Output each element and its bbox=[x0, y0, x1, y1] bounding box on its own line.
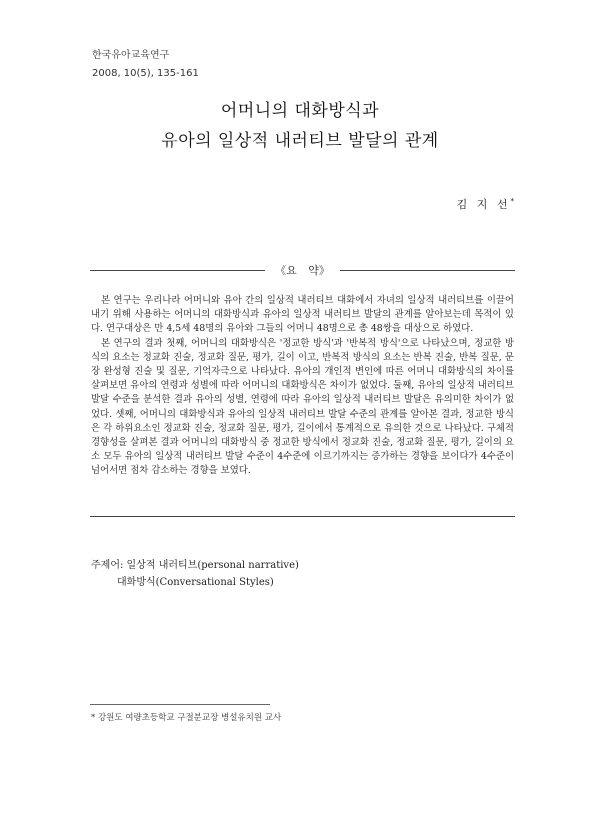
journal-info bbox=[92, 47, 199, 83]
paper-title-line-1: 어머니의 대화방식과 bbox=[220, 101, 380, 121]
abstract-paragraph-2: 본 연구의 결과 첫째, 어머니의 대화방식은 '정교한 방식'과 '반복적 방식'으로 나타났으며, 정교한 방식의 요소는 정교화 진술, 정교화 질문, 평가, 길이 이고, 반복적 방식의 요소는 반복 진술, 반복 질문, 문장 완성형 진술 및 질문, 기억자극으로 나타났다. 유아의 개인적 변인에 따른 어머니 대화방식의 차이를 살펴보면 유아의 연령과 성별에 따라 어머니의 대화방식은 차이가 없었다. 둘째, 유아의 일상적 내러티브 발달 수준을 분석한 결과 유아의 성별, 연령에 따라 유아의 일상적 내러티브 발달은 유의미한 차이가 없었다. 셋째, 어머니의 대화방식과 유아의 일상적 내러티브 발달 수준의 관계를 알아본 결과, 정교한 방식은 각 하위요소인 정교화 진술, 정교화 질문, 평가, 길이에서 통계적으로 유의한 것으로 나타났다. 구체적 경향성을 살펴본 결과 어머니의 대화방식 중 정교한 방식에서 정교화 진술, 정교화 질문, 평가, 길이의 요소 모두 유아의 일상적 내러티브 발달 수준이 4수준에 이르기까지는 증가하는 경향을 보이다가 4수준이 넘어서면 점차 감소하는 경향을 보였다. bbox=[91, 337, 514, 477]
author-name: 김 지 선 bbox=[456, 198, 511, 211]
abstract-heading-label: 《요 약》 bbox=[275, 264, 330, 277]
abstract-heading bbox=[90, 262, 515, 278]
author-affiliation-footnote: * 강원도 여량초등학교 구절분교장 병설유치원 교사 bbox=[91, 713, 282, 723]
keywords bbox=[91, 557, 299, 591]
abstract-bottom-rule bbox=[90, 516, 515, 517]
paper-title-line-2: 유아의 일상적 내러티브 발달의 관계 bbox=[161, 131, 439, 151]
keywords-label: 주제어: bbox=[91, 560, 124, 571]
heading-rule-left bbox=[90, 270, 265, 271]
author bbox=[457, 196, 514, 212]
heading-rule-right bbox=[340, 270, 515, 271]
keyword-row-1 bbox=[91, 557, 299, 574]
keyword-item: 대화방식(Conversational Styles) bbox=[117, 577, 274, 588]
journal-name: 한국유아교육연구 bbox=[92, 50, 170, 61]
author-footnote-mark: * bbox=[510, 197, 514, 206]
footnote-rule bbox=[90, 704, 270, 705]
abstract-paragraph-1: 본 연구는 우리나라 어머니와 유아 간의 일상적 내러티브 대화에서 자녀의 일상적 내러티브를 이끌어내기 위해 사용하는 어머니의 대화방식과 유아의 일상적 내러티브 발달의 관계를 알아보는데 목적이 있다. 연구대상은 만 4,5세 48명의 유아와 그들의 어머니 48명으로 총 48쌍을 대상으로 하였다. bbox=[91, 295, 514, 335]
journal-citation: 2008, 10(5), 135-161 bbox=[92, 68, 199, 79]
keyword-item: 일상적 내러티브(personal narrative) bbox=[126, 560, 299, 571]
abstract-body bbox=[91, 294, 514, 479]
